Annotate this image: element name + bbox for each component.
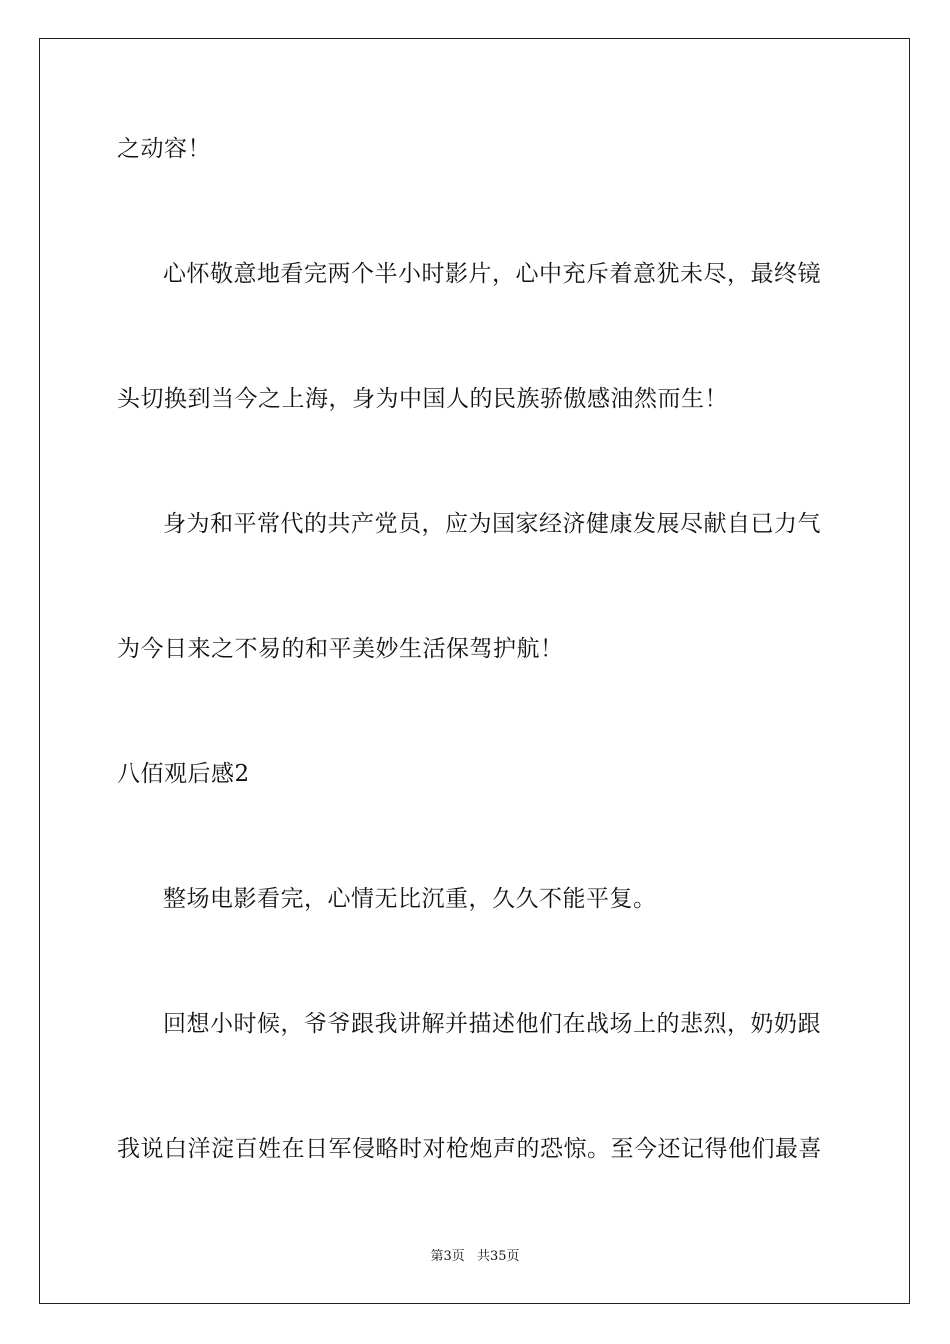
page-border <box>39 38 910 1304</box>
page-number: 第3页 <box>430 1249 465 1264</box>
paragraph-line-8: 回想小时候，爷爷跟我讲解并描述他们在战场上的悲烈，奶奶跟 <box>163 1011 821 1037</box>
page-total: 共35页 <box>476 1249 520 1264</box>
page-footer <box>0 1248 950 1266</box>
section-heading: 八佰观后感2 <box>117 761 250 787</box>
paragraph-line-4: 身为和平常代的共产党员，应为国家经济健康发展尽献自已力气 <box>163 511 821 537</box>
paragraph-line-9: 我说白洋淀百姓在日军侵略时对枪炮声的恐惊。至今还记得他们最喜 <box>117 1136 822 1162</box>
paragraph-line-7: 整场电影看完，心情无比沉重，久久不能平复。 <box>163 886 657 912</box>
paragraph-line-2: 心怀敬意地看完两个半小时影片，心中充斥着意犹未尽，最终镜 <box>163 261 821 287</box>
text-line-1: 之动容！ <box>117 136 211 162</box>
paragraph-line-5: 为今日来之不易的和平美妙生活保驾护航！ <box>117 636 564 662</box>
paragraph-line-3: 头切换到当今之上海，身为中国人的民族骄傲感油然而生！ <box>117 386 728 412</box>
